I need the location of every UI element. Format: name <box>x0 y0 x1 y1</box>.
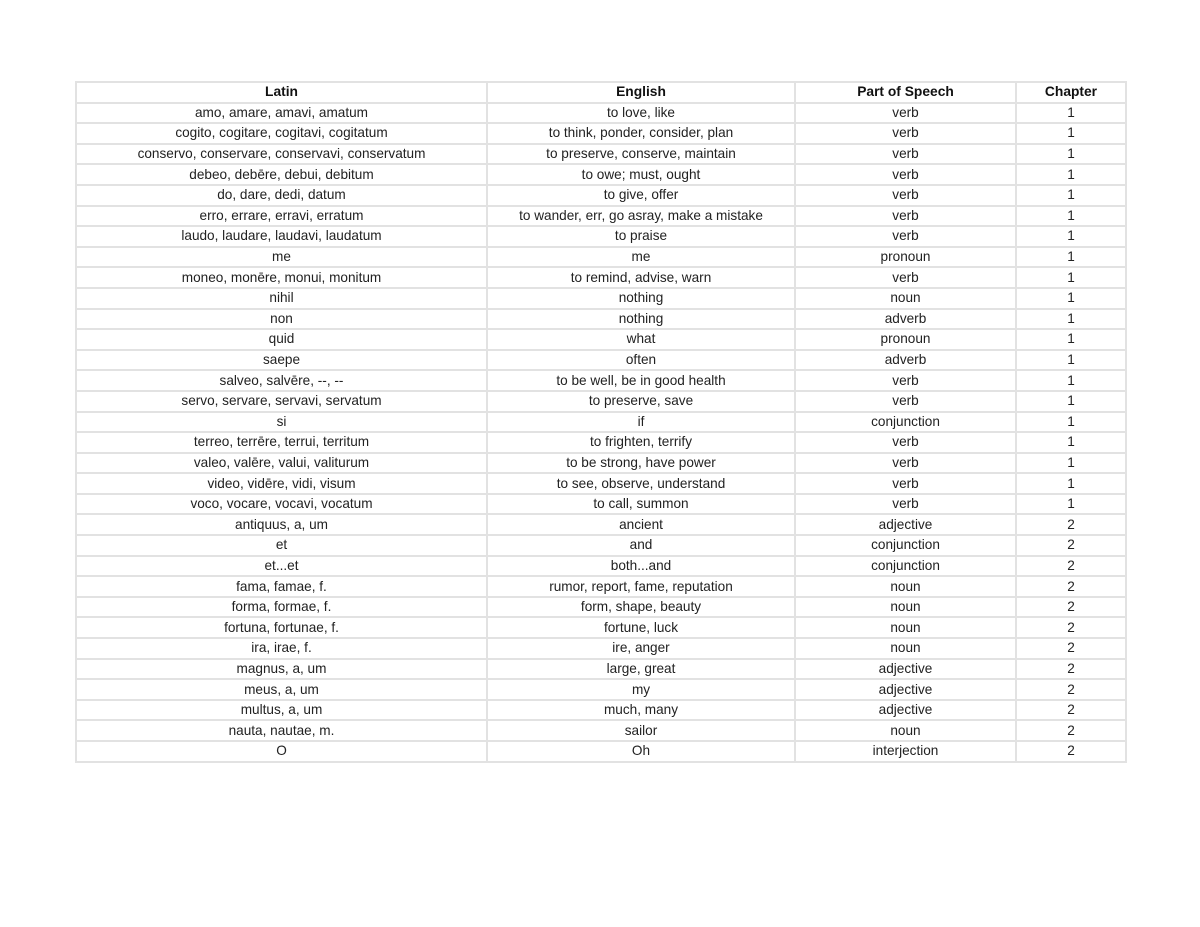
cell-part-of-speech: interjection <box>795 741 1016 762</box>
cell-english: sailor <box>487 720 795 741</box>
cell-chapter: 2 <box>1016 679 1126 700</box>
cell-chapter: 1 <box>1016 247 1126 268</box>
cell-latin: et <box>76 535 487 556</box>
table-row <box>76 144 1126 165</box>
cell-chapter: 2 <box>1016 659 1126 680</box>
cell-latin: O <box>76 741 487 762</box>
cell-chapter: 1 <box>1016 309 1126 330</box>
cell-chapter: 1 <box>1016 350 1126 371</box>
cell-english: to remind, advise, warn <box>487 267 795 288</box>
cell-english: ancient <box>487 514 795 535</box>
cell-english: to preserve, conserve, maintain <box>487 144 795 165</box>
cell-english: to praise <box>487 226 795 247</box>
cell-chapter: 2 <box>1016 556 1126 577</box>
cell-latin: video, vidēre, vidi, visum <box>76 473 487 494</box>
cell-english: fortune, luck <box>487 617 795 638</box>
cell-part-of-speech: adverb <box>795 350 1016 371</box>
table-row <box>76 741 1126 762</box>
cell-part-of-speech: adverb <box>795 309 1016 330</box>
table-row <box>76 288 1126 309</box>
table-row <box>76 226 1126 247</box>
cell-chapter: 1 <box>1016 288 1126 309</box>
cell-chapter: 1 <box>1016 123 1126 144</box>
cell-english: large, great <box>487 659 795 680</box>
cell-part-of-speech: verb <box>795 123 1016 144</box>
cell-part-of-speech: conjunction <box>795 556 1016 577</box>
cell-english: to owe; must, ought <box>487 164 795 185</box>
header-english: English <box>487 82 795 103</box>
cell-latin: debeo, debēre, debui, debitum <box>76 164 487 185</box>
table-row <box>76 556 1126 577</box>
cell-chapter: 1 <box>1016 329 1126 350</box>
cell-latin: laudo, laudare, laudavi, laudatum <box>76 226 487 247</box>
table-row <box>76 185 1126 206</box>
table-row <box>76 206 1126 227</box>
cell-chapter: 1 <box>1016 185 1126 206</box>
table-row <box>76 247 1126 268</box>
cell-latin: antiquus, a, um <box>76 514 487 535</box>
table-row <box>76 164 1126 185</box>
cell-part-of-speech: noun <box>795 288 1016 309</box>
cell-english: to love, like <box>487 103 795 124</box>
cell-chapter: 1 <box>1016 103 1126 124</box>
cell-latin: nauta, nautae, m. <box>76 720 487 741</box>
cell-part-of-speech: verb <box>795 473 1016 494</box>
cell-latin: conservo, conservare, conservavi, conservatum <box>76 144 487 165</box>
cell-latin: erro, errare, erravi, erratum <box>76 206 487 227</box>
cell-english: to think, ponder, consider, plan <box>487 123 795 144</box>
table-row <box>76 535 1126 556</box>
cell-latin: forma, formae, f. <box>76 597 487 618</box>
header-latin: Latin <box>76 82 487 103</box>
cell-chapter: 2 <box>1016 720 1126 741</box>
cell-english: my <box>487 679 795 700</box>
header-chapter: Chapter <box>1016 82 1126 103</box>
table-row <box>76 679 1126 700</box>
cell-part-of-speech: verb <box>795 432 1016 453</box>
cell-latin: fortuna, fortunae, f. <box>76 617 487 638</box>
cell-latin: do, dare, dedi, datum <box>76 185 487 206</box>
cell-chapter: 2 <box>1016 700 1126 721</box>
cell-part-of-speech: adjective <box>795 514 1016 535</box>
cell-part-of-speech: noun <box>795 597 1016 618</box>
cell-chapter: 2 <box>1016 638 1126 659</box>
cell-part-of-speech: pronoun <box>795 247 1016 268</box>
cell-english: to be well, be in good health <box>487 370 795 391</box>
table-row <box>76 329 1126 350</box>
cell-part-of-speech: verb <box>795 144 1016 165</box>
table-row <box>76 659 1126 680</box>
table-row <box>76 432 1126 453</box>
table-row <box>76 412 1126 433</box>
cell-latin: quid <box>76 329 487 350</box>
cell-english: to give, offer <box>487 185 795 206</box>
cell-part-of-speech: verb <box>795 164 1016 185</box>
cell-part-of-speech: noun <box>795 720 1016 741</box>
cell-chapter: 1 <box>1016 473 1126 494</box>
cell-part-of-speech: verb <box>795 267 1016 288</box>
cell-latin: multus, a, um <box>76 700 487 721</box>
cell-part-of-speech: pronoun <box>795 329 1016 350</box>
cell-english: to see, observe, understand <box>487 473 795 494</box>
cell-latin: saepe <box>76 350 487 371</box>
cell-english: to wander, err, go asray, make a mistake <box>487 206 795 227</box>
cell-chapter: 1 <box>1016 391 1126 412</box>
cell-latin: amo, amare, amavi, amatum <box>76 103 487 124</box>
table-body <box>76 103 1126 762</box>
table-row <box>76 514 1126 535</box>
cell-latin: non <box>76 309 487 330</box>
cell-english: what <box>487 329 795 350</box>
cell-english: nothing <box>487 288 795 309</box>
cell-chapter: 2 <box>1016 576 1126 597</box>
table-row <box>76 700 1126 721</box>
table-row <box>76 123 1126 144</box>
table-row <box>76 638 1126 659</box>
table-row <box>76 617 1126 638</box>
cell-chapter: 1 <box>1016 453 1126 474</box>
cell-latin: cogito, cogitare, cogitavi, cogitatum <box>76 123 487 144</box>
cell-chapter: 1 <box>1016 412 1126 433</box>
cell-part-of-speech: adjective <box>795 679 1016 700</box>
cell-part-of-speech: verb <box>795 185 1016 206</box>
cell-latin: valeo, valēre, valui, valiturum <box>76 453 487 474</box>
table-row <box>76 576 1126 597</box>
cell-latin: magnus, a, um <box>76 659 487 680</box>
table-row <box>76 494 1126 515</box>
cell-part-of-speech: noun <box>795 617 1016 638</box>
cell-chapter: 1 <box>1016 206 1126 227</box>
cell-chapter: 2 <box>1016 597 1126 618</box>
cell-latin: nihil <box>76 288 487 309</box>
cell-latin: servo, servare, servavi, servatum <box>76 391 487 412</box>
cell-latin: fama, famae, f. <box>76 576 487 597</box>
table-row <box>76 473 1126 494</box>
table-row <box>76 370 1126 391</box>
cell-english: to frighten, terrify <box>487 432 795 453</box>
cell-latin: me <box>76 247 487 268</box>
cell-chapter: 2 <box>1016 514 1126 535</box>
table-row <box>76 309 1126 330</box>
cell-english: often <box>487 350 795 371</box>
cell-part-of-speech: adjective <box>795 659 1016 680</box>
cell-english: if <box>487 412 795 433</box>
cell-english: both...and <box>487 556 795 577</box>
cell-english: much, many <box>487 700 795 721</box>
table-row <box>76 103 1126 124</box>
table-row <box>76 267 1126 288</box>
vocabulary-sheet <box>75 81 1125 763</box>
cell-english: to preserve, save <box>487 391 795 412</box>
cell-english: ire, anger <box>487 638 795 659</box>
cell-english: rumor, report, fame, reputation <box>487 576 795 597</box>
cell-part-of-speech: verb <box>795 494 1016 515</box>
cell-chapter: 1 <box>1016 370 1126 391</box>
cell-part-of-speech: noun <box>795 638 1016 659</box>
cell-chapter: 1 <box>1016 144 1126 165</box>
table-row <box>76 720 1126 741</box>
table-row <box>76 597 1126 618</box>
cell-chapter: 1 <box>1016 267 1126 288</box>
cell-part-of-speech: verb <box>795 103 1016 124</box>
header-row <box>76 82 1126 103</box>
cell-latin: moneo, monēre, monui, monitum <box>76 267 487 288</box>
cell-chapter: 1 <box>1016 226 1126 247</box>
cell-english: me <box>487 247 795 268</box>
cell-part-of-speech: noun <box>795 576 1016 597</box>
cell-chapter: 1 <box>1016 494 1126 515</box>
cell-english: nothing <box>487 309 795 330</box>
cell-latin: terreo, terrēre, terrui, territum <box>76 432 487 453</box>
cell-english: to be strong, have power <box>487 453 795 474</box>
table-row <box>76 453 1126 474</box>
cell-chapter: 1 <box>1016 432 1126 453</box>
cell-latin: meus, a, um <box>76 679 487 700</box>
header-part-of-speech: Part of Speech <box>795 82 1016 103</box>
cell-part-of-speech: adjective <box>795 700 1016 721</box>
cell-part-of-speech: conjunction <box>795 412 1016 433</box>
table-header <box>76 82 1126 103</box>
cell-chapter: 2 <box>1016 535 1126 556</box>
cell-part-of-speech: verb <box>795 391 1016 412</box>
cell-chapter: 1 <box>1016 164 1126 185</box>
cell-latin: si <box>76 412 487 433</box>
cell-english: to call, summon <box>487 494 795 515</box>
cell-part-of-speech: verb <box>795 226 1016 247</box>
cell-latin: voco, vocare, vocavi, vocatum <box>76 494 487 515</box>
table-row <box>76 391 1126 412</box>
cell-latin: ira, irae, f. <box>76 638 487 659</box>
cell-part-of-speech: conjunction <box>795 535 1016 556</box>
cell-latin: salveo, salvēre, --, -- <box>76 370 487 391</box>
cell-chapter: 2 <box>1016 741 1126 762</box>
cell-chapter: 2 <box>1016 617 1126 638</box>
cell-latin: et...et <box>76 556 487 577</box>
vocabulary-table <box>75 81 1127 763</box>
cell-part-of-speech: verb <box>795 453 1016 474</box>
cell-part-of-speech: verb <box>795 370 1016 391</box>
cell-english: Oh <box>487 741 795 762</box>
cell-english: and <box>487 535 795 556</box>
cell-part-of-speech: verb <box>795 206 1016 227</box>
table-row <box>76 350 1126 371</box>
cell-english: form, shape, beauty <box>487 597 795 618</box>
